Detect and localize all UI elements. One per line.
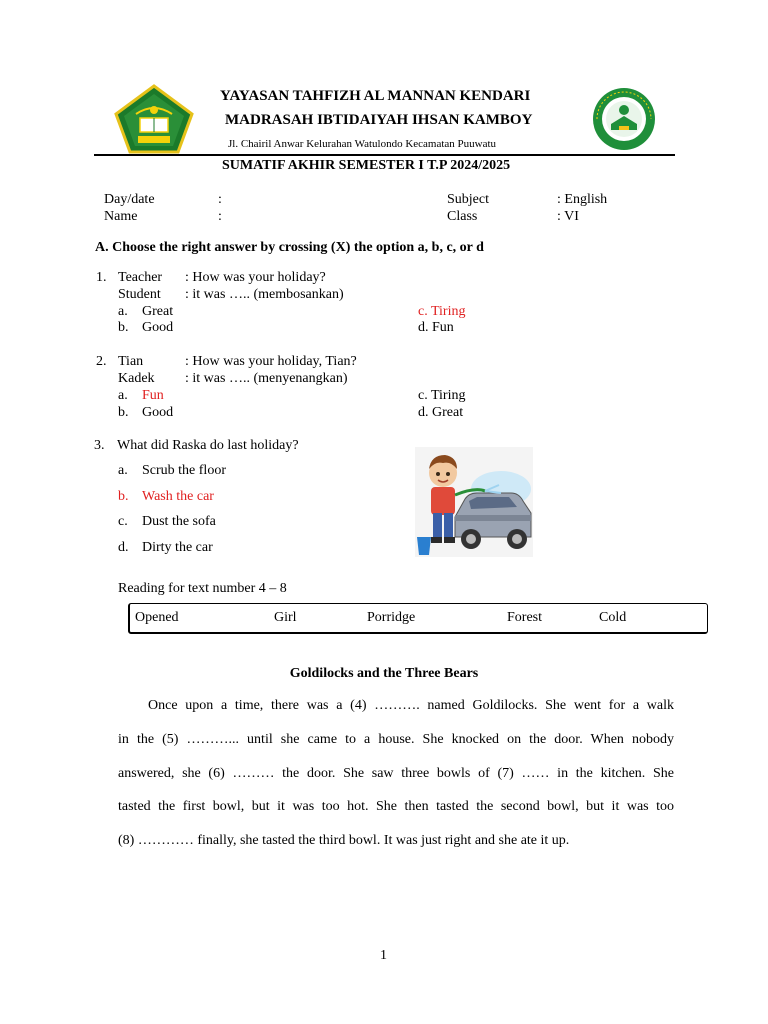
word-bank-item: Forest: [507, 610, 542, 625]
q3-option-a-letter[interactable]: a.: [118, 463, 128, 478]
q2-number: 2.: [96, 354, 107, 369]
class-label: Class: [447, 209, 478, 224]
q1-option-a-letter[interactable]: a.: [118, 304, 128, 319]
yayasan-logo: [589, 86, 659, 152]
q3-option-d[interactable]: Dirty the car: [142, 540, 213, 555]
reading-label: Reading for text number 4 – 8: [118, 581, 287, 596]
story-line: in the (5) ………... until she came to a house. She knocked on the door. When nobody: [118, 732, 674, 747]
q3-text: What did Raska do last holiday?: [117, 438, 299, 453]
subject-value: : English: [557, 192, 608, 207]
story-line: answered, she (6) ……… the door. She saw three bowls of (7) …… in the kitchen. She: [118, 766, 674, 781]
story-line: tasted the first bowl, but it was too hot. She then tasted the second bowl, but it was too: [118, 799, 674, 814]
kemenag-logo: [114, 84, 194, 154]
exam-title: SUMATIF AKHIR SEMESTER I T.P 2024/2025: [222, 158, 511, 173]
q1-speaker1: Teacher: [118, 270, 163, 285]
word-bank-item: Opened: [135, 610, 179, 625]
daydate-label: Day/date: [104, 192, 155, 207]
q3-number: 3.: [94, 438, 105, 453]
q3-option-b-letter[interactable]: b.: [118, 489, 129, 504]
q3-option-d-letter[interactable]: d.: [118, 540, 129, 555]
q3-option-b[interactable]: Wash the car: [142, 489, 214, 504]
section-a-instruction: A. Choose the right answer by crossing (X) the option a, b, c, or d: [95, 240, 484, 255]
daydate-colon: :: [218, 192, 222, 207]
q2-option-a-letter[interactable]: a.: [118, 388, 128, 403]
school-address: Jl. Chairil Anwar Kelurahan Watulondo Kecamatan Puuwatu: [228, 138, 497, 150]
q3-option-c[interactable]: Dust the sofa: [142, 514, 216, 529]
q1-line2: : it was ….. (membosankan): [185, 287, 344, 302]
story-line: Once upon a time, there was a (4) ………. named Goldilocks. She went for a walk: [148, 698, 674, 713]
q1-option-b-letter[interactable]: b.: [118, 320, 129, 335]
q2-option-a[interactable]: Fun: [142, 388, 164, 403]
q1-number: 1.: [96, 270, 107, 285]
q2-line2: : it was ….. (menyenangkan): [185, 371, 348, 386]
story-line: (8) ………… finally, she tasted the third bowl. It was just right and she ate it up.: [118, 833, 570, 848]
name-colon: :: [218, 209, 222, 224]
q2-option-b-letter[interactable]: b.: [118, 405, 129, 420]
q2-option-c[interactable]: c. Tiring: [418, 388, 466, 403]
q2-line1: : How was your holiday, Tian?: [185, 354, 357, 369]
word-bank-item: Cold: [599, 610, 627, 625]
header-divider: [94, 154, 675, 156]
q2-speaker2: Kadek: [118, 371, 155, 386]
q2-option-b[interactable]: Good: [142, 405, 174, 420]
boy-washing-car-illustration: [415, 447, 533, 557]
story-title: Goldilocks and the Three Bears: [289, 666, 479, 681]
q1-option-c[interactable]: c. Tiring: [418, 304, 466, 319]
school-name: MADRASAH IBTIDAIYAH IHSAN KAMBOY: [225, 112, 533, 128]
page-number: 1: [380, 948, 387, 963]
class-value: : VI: [557, 209, 579, 224]
q1-speaker2: Student: [118, 287, 161, 302]
q1-option-b[interactable]: Good: [142, 320, 174, 335]
q3-option-c-letter[interactable]: c.: [118, 514, 128, 529]
q1-option-a[interactable]: Great: [142, 304, 174, 319]
q2-speaker1: Tian: [118, 354, 144, 369]
foundation-name: YAYASAN TAHFIZH AL MANNAN KENDARI: [220, 88, 531, 104]
q1-option-d[interactable]: d. Fun: [418, 320, 454, 335]
name-label: Name: [104, 209, 138, 224]
q1-line1: : How was your holiday?: [185, 270, 326, 285]
q2-option-d[interactable]: d. Great: [418, 405, 464, 420]
word-bank-item: Girl: [274, 610, 297, 625]
subject-label: Subject: [447, 192, 489, 207]
q3-option-a[interactable]: Scrub the floor: [142, 463, 226, 478]
word-bank-item: Porridge: [367, 610, 416, 625]
